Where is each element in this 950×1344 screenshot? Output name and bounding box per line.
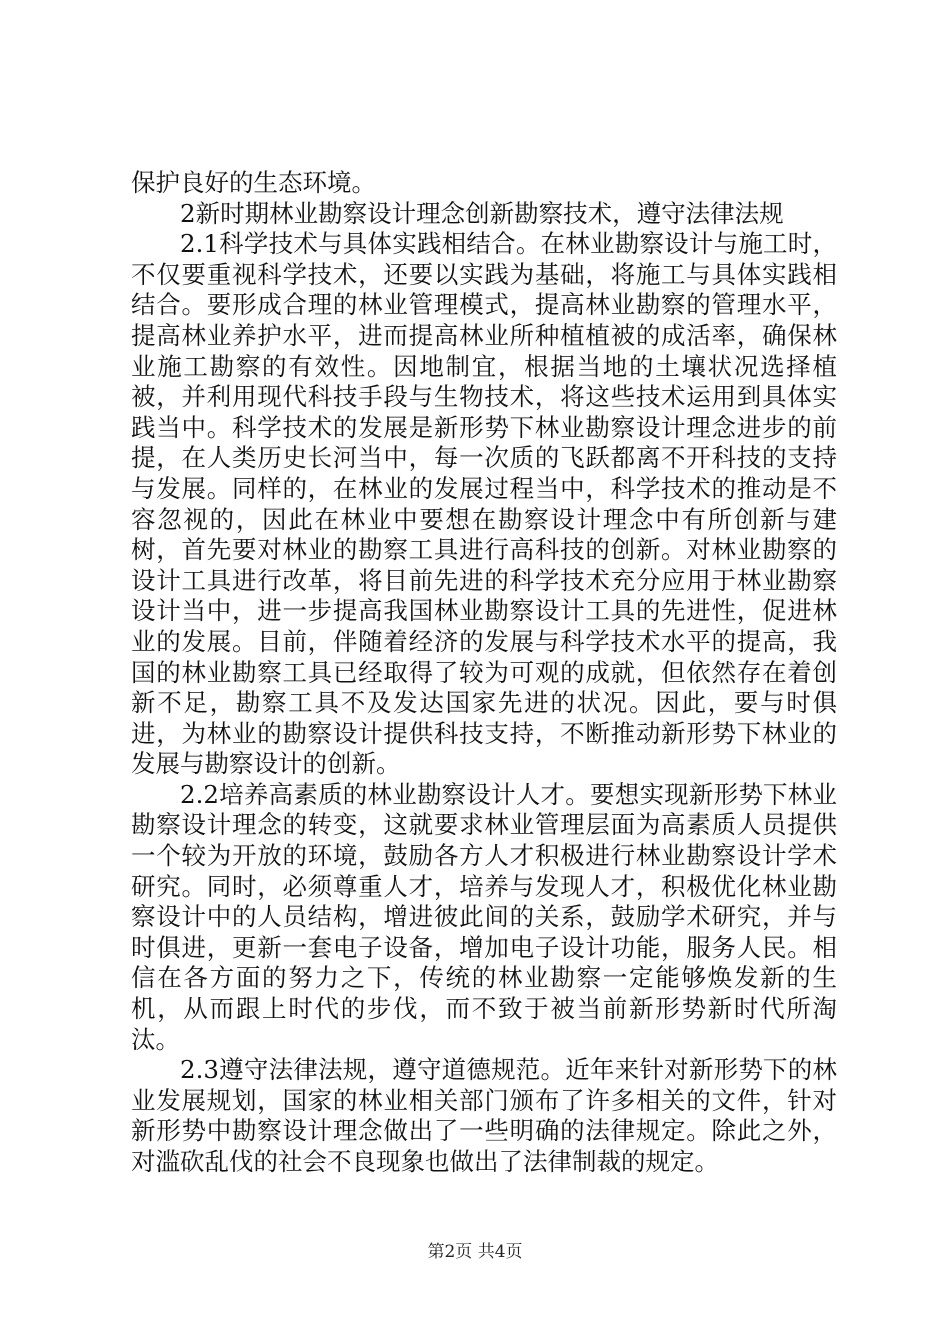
document-body [131,168,837,1178]
paragraph-2-2: 2.2培养高素质的林业勘察设计人才。要想实现新形势下林业勘察设计理念的转变，这就要求林业管理层面为高素质人员提供一个较为开放的环境，鼓励各方人才积极进行林业勘察设计学术研究。同时，必须尊重人才，培养与发现人才，积极优化林业勘察设计中的人员结构，增进彼此间的关系，鼓励学术研究，并与时俱进，更新一套电子设备，增加电子设计功能，服务人民。相信在各方面的努力之下，传统的林业勘察一定能够焕发新的生机，从而跟上时代的步伐，而不致于被当前新形势新时代所淘汰。 [131,779,837,1054]
page-number-footer: 第2页 共4页 [427,1242,523,1262]
section-heading: 2新时期林业勘察设计理念创新勘察技术，遵守法律法规 [180,198,784,228]
paragraph-2-3: 2.3遵守法律法规，遵守道德规范。近年来针对新形势下的林业发展规划，国家的林业相关部门颁布了许多相关的文件，针对新形势中勘察设计理念做出了一些明确的法律规定。除此之外，对滥砍乱伐的社会不良现象也做出了法律制裁的规定。 [131,1055,837,1176]
paragraph-continuation: 保护良好的生态环境。 [131,168,376,197]
paragraph-2-1: 2.1科学技术与具体实践相结合。在林业勘察设计与施工时，不仅要重视科学技术，还要以实践为基础，将施工与具体实践相结合。要形成合理的林业管理模式，提高林业勘察的管理水平，提高林业养护水平，进而提高林业所种植植被的成活率，确保林业施工勘察的有效性。因地制宜，根据当地的土壤状况选择植被，并利用现代科技手段与生物技术，将这些技术运用到具体实践当中。科学技术的发展是新形势下林业勘察设计理念进步的前提，在人类历史长河当中，每一次质的飞跃都离不开科技的支持与发展。同样的，在林业的发展过程当中，科学技术的推动是不容忽视的，因此在林业中要想在勘察设计理念中有所创新与建树，首先要对林业的勘察工具进行高科技的创新。对林业勘察的设计工具进行改革，将目前先进的科学技术充分应用于林业勘察设计当中，进一步提高我国林业勘察设计工具的先进性，促进林业的发展。目前，伴随着经济的发展与科学技术水平的提高，我国的林业勘察工具已经取得了较为可观的成就，但依然存在着创新不足，勘察工具不及发达国家先进的状况。因此，要与时俱进，为林业的勘察设计提供科技支持，不断推动新形势下林业的发展与勘察设计的创新。 [131,229,837,779]
